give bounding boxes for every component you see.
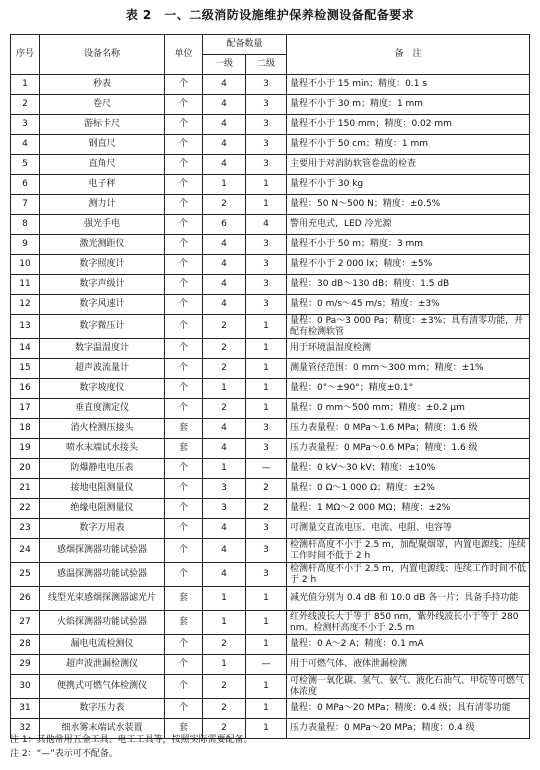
unit-cell: 个 [165, 195, 203, 215]
level2-qty: 3 [246, 235, 287, 255]
remark-cell: 红外线波长大于等于 850 nm，紫外线波长小于等于 280 nm。检测杆高度不小于 2.5 m [287, 611, 530, 635]
level1-qty: 4 [203, 135, 246, 155]
table-row [11, 235, 530, 255]
level2-qty: 3 [246, 295, 287, 315]
level1-qty: 4 [203, 155, 246, 175]
remark-cell: 检测杆高度不小于 2.5 m，内置电源线；连续工作时间不低于 2 h [287, 563, 530, 587]
table-row [11, 479, 530, 499]
header-unit: 单位 [165, 35, 203, 75]
table-row [11, 519, 530, 539]
equipment-name: 卷尺 [40, 95, 165, 115]
row-number: 19 [11, 439, 40, 459]
level1-qty: 1 [203, 459, 246, 479]
row-number: 1 [11, 75, 40, 95]
equipment-name: 绝缘电阻测量仪 [40, 499, 165, 519]
remark-cell: 主要用于对消防软管卷盘的检查 [287, 155, 530, 175]
table-row [11, 255, 530, 275]
unit-cell: 个 [165, 699, 203, 719]
table-row [11, 655, 530, 675]
row-number: 9 [11, 235, 40, 255]
level1-qty: 2 [203, 399, 246, 419]
equipment-name: 接地电阻测量仪 [40, 479, 165, 499]
level1-qty: 1 [203, 587, 246, 611]
table-body [11, 75, 530, 739]
level1-qty: 4 [203, 275, 246, 295]
equipment-name: 感温探测器功能试验器 [40, 563, 165, 587]
equipment-name: 数字风速计 [40, 295, 165, 315]
level2-qty: 1 [246, 315, 287, 339]
remark-cell: 警用充电式，LED 冷光源 [287, 215, 530, 235]
level2-qty: 1 [246, 611, 287, 635]
level1-qty: 2 [203, 359, 246, 379]
level2-qty: 3 [246, 95, 287, 115]
remark-cell: 量程：0 mm～500 mm；精度：±0.2 μm [287, 399, 530, 419]
remark-cell: 量程：0 m/s～45 m/s；精度：±3% [287, 295, 530, 315]
table-row [11, 499, 530, 519]
table-notes [10, 733, 529, 761]
level2-qty: 3 [246, 439, 287, 459]
unit-cell: 套 [165, 439, 203, 459]
equipment-name: 直角尺 [40, 155, 165, 175]
unit-cell: 个 [165, 399, 203, 419]
equipment-name: 超声波流量计 [40, 359, 165, 379]
level2-qty: — [246, 655, 287, 675]
equipment-name: 细水雾末端试水装置 [40, 719, 165, 739]
table-title: 表 2 一、二级消防设施维护保养检测设备配备要求 [125, 8, 415, 22]
row-number: 11 [11, 275, 40, 295]
unit-cell: 个 [165, 115, 203, 135]
equipment-name: 激光测距仪 [40, 235, 165, 255]
row-number: 5 [11, 155, 40, 175]
table-row [11, 315, 530, 339]
row-number: 8 [11, 215, 40, 235]
unit-cell: 个 [165, 315, 203, 339]
remark-cell: 量程不小于 15 min；精度：0.1 s [287, 75, 530, 95]
level2-qty: 3 [246, 135, 287, 155]
level1-qty: 6 [203, 215, 246, 235]
level2-qty: 3 [246, 115, 287, 135]
level1-qty: 4 [203, 75, 246, 95]
row-number: 7 [11, 195, 40, 215]
row-number: 2 [11, 95, 40, 115]
equipment-name: 游标卡尺 [40, 115, 165, 135]
equipment-name: 强光手电 [40, 215, 165, 235]
unit-cell: 个 [165, 499, 203, 519]
level2-qty: 1 [246, 699, 287, 719]
table-header [11, 35, 530, 75]
row-number: 13 [11, 315, 40, 339]
equipment-name: 数字坡度仪 [40, 379, 165, 399]
table-row [11, 459, 530, 479]
level2-qty: 1 [246, 195, 287, 215]
remark-cell: 压力表量程：0 MPa～0.6 MPa；精度：1.6 级 [287, 439, 530, 459]
note-2: 注 2：“—”表示可不配备。 [10, 749, 118, 759]
remark-cell: 量程：0°～±90°；精度±0.1° [287, 379, 530, 399]
row-number: 12 [11, 295, 40, 315]
remark-cell: 量程：0 Ω～1 000 Ω；精度：±2% [287, 479, 530, 499]
equipment-name: 喷水末端试水接头 [40, 439, 165, 459]
remark-cell: 量程不小于 50 m；精度：3 mm [287, 235, 530, 255]
unit-cell: 套 [165, 419, 203, 439]
row-number: 26 [11, 587, 40, 611]
note-1: 注 1：其他常用五金工具、电工工具等，按照实际需要配备。 [10, 735, 253, 745]
row-number: 6 [11, 175, 40, 195]
remark-cell: 量程：50 N～500 N；精度：±0.5% [287, 195, 530, 215]
unit-cell: 个 [165, 75, 203, 95]
row-number: 27 [11, 611, 40, 635]
remark-cell: 量程：30 dB～130 dB；精度：1.5 dB [287, 275, 530, 295]
level2-qty: — [246, 459, 287, 479]
unit-cell: 个 [165, 675, 203, 699]
remark-cell: 量程不小于 50 cm；精度：1 mm [287, 135, 530, 155]
unit-cell: 个 [165, 275, 203, 295]
level2-qty: 3 [246, 255, 287, 275]
table-row [11, 115, 530, 135]
table-row [11, 215, 530, 235]
unit-cell: 个 [165, 359, 203, 379]
level2-qty: 1 [246, 359, 287, 379]
level1-qty: 4 [203, 419, 246, 439]
level1-qty: 1 [203, 655, 246, 675]
level1-qty: 3 [203, 479, 246, 499]
remark-cell: 量程：0 kV～30 kV；精度：±10% [287, 459, 530, 479]
table-row [11, 563, 530, 587]
unit-cell: 套 [165, 611, 203, 635]
row-number: 30 [11, 675, 40, 699]
table-row [11, 611, 530, 635]
remark-cell: 量程：1 MΩ～2 000 MΩ；精度：±2% [287, 499, 530, 519]
equipment-name: 火焰探测器功能试验器 [40, 611, 165, 635]
unit-cell: 个 [165, 255, 203, 275]
level2-qty: 1 [246, 399, 287, 419]
level2-qty: 2 [246, 479, 287, 499]
equipment-name: 数字照度计 [40, 255, 165, 275]
level1-qty: 2 [203, 195, 246, 215]
remark-cell: 量程不小于 2 000 lx；精度：±5% [287, 255, 530, 275]
unit-cell: 个 [165, 295, 203, 315]
equipment-name: 线型光束感烟探测器滤光片 [40, 587, 165, 611]
level1-qty: 4 [203, 255, 246, 275]
table-row [11, 419, 530, 439]
level2-qty: 1 [246, 175, 287, 195]
unit-cell: 套 [165, 587, 203, 611]
table-row [11, 399, 530, 419]
row-number: 16 [11, 379, 40, 399]
unit-cell: 个 [165, 135, 203, 155]
remark-cell: 量程：0 A～2 A；精度：0.1 mA [287, 635, 530, 655]
equipment-name: 钢直尺 [40, 135, 165, 155]
level2-qty: 1 [246, 379, 287, 399]
row-number: 25 [11, 563, 40, 587]
row-number: 17 [11, 399, 40, 419]
level1-qty: 2 [203, 699, 246, 719]
level1-qty: 1 [203, 611, 246, 635]
header-remark: 备 注 [287, 35, 530, 75]
level1-qty: 3 [203, 499, 246, 519]
level2-qty: 3 [246, 419, 287, 439]
level1-qty: 4 [203, 235, 246, 255]
level2-qty: 1 [246, 587, 287, 611]
level2-qty: 1 [246, 635, 287, 655]
row-number: 20 [11, 459, 40, 479]
remark-cell: 检测杆高度不小于 2.5 m，加配聚烟罩，内置电源线；连续工作时间不低于 2 h [287, 539, 530, 563]
level1-qty: 2 [203, 315, 246, 339]
level2-qty: 3 [246, 275, 287, 295]
level2-qty: 4 [246, 215, 287, 235]
table-row [11, 155, 530, 175]
remark-cell: 量程：0 MPa～20 MPa；精度：0.4 级；具有清零功能 [287, 699, 530, 719]
row-number: 21 [11, 479, 40, 499]
header-level2: 二级 [246, 55, 287, 75]
equipment-name: 便携式可燃气体检测仪 [40, 675, 165, 699]
row-number: 22 [11, 499, 40, 519]
remark-cell: 测量管径范围：0 mm～300 mm；精度：±1% [287, 359, 530, 379]
level1-qty: 1 [203, 175, 246, 195]
equipment-name: 感烟探测器功能试验器 [40, 539, 165, 563]
row-number: 23 [11, 519, 40, 539]
remark-cell: 压力表量程：0 MPa～20 MPa；精度：0.4 级 [287, 719, 530, 739]
level2-qty: 3 [246, 563, 287, 587]
table-row [11, 195, 530, 215]
equipment-name: 垂直度测定仪 [40, 399, 165, 419]
row-number: 14 [11, 339, 40, 359]
equipment-name: 漏电电流检测仪 [40, 635, 165, 655]
table-row [11, 699, 530, 719]
header-seq: 序号 [11, 35, 40, 75]
equipment-name: 测力计 [40, 195, 165, 215]
unit-cell: 个 [165, 539, 203, 563]
header-name: 设备名称 [40, 35, 165, 75]
equipment-name: 防爆静电电压表 [40, 459, 165, 479]
remark-cell: 可检测一氧化碳、氢气、氨气、液化石油气、甲烷等可燃气体浓度 [287, 675, 530, 699]
equipment-name: 秒表 [40, 75, 165, 95]
unit-cell: 个 [165, 95, 203, 115]
level1-qty: 4 [203, 539, 246, 563]
remark-cell: 压力表量程：0 MPa～1.6 MPa；精度：1.6 级 [287, 419, 530, 439]
row-number: 31 [11, 699, 40, 719]
header-level1: 一级 [203, 55, 246, 75]
equipment-name: 超声波泄漏检测仪 [40, 655, 165, 675]
table-row [11, 379, 530, 399]
level2-qty: 1 [246, 339, 287, 359]
level2-qty: 3 [246, 155, 287, 175]
remark-cell: 量程不小于 30 kg [287, 175, 530, 195]
table-row [11, 275, 530, 295]
row-number: 29 [11, 655, 40, 675]
unit-cell: 个 [165, 635, 203, 655]
unit-cell: 个 [165, 655, 203, 675]
unit-cell: 个 [165, 459, 203, 479]
unit-cell: 个 [165, 519, 203, 539]
row-number: 28 [11, 635, 40, 655]
header-qty: 配备数量 [203, 35, 287, 55]
equipment-name: 电子秤 [40, 175, 165, 195]
equipment-name: 数字声级计 [40, 275, 165, 295]
equipment-name: 消火栓测压接头 [40, 419, 165, 439]
level2-qty: 3 [246, 75, 287, 95]
level1-qty: 4 [203, 295, 246, 315]
unit-cell: 个 [165, 479, 203, 499]
table-row [11, 135, 530, 155]
level2-qty: 1 [246, 675, 287, 699]
row-number: 18 [11, 419, 40, 439]
level1-qty: 2 [203, 675, 246, 699]
table-row [11, 95, 530, 115]
level2-qty: 1 [246, 719, 287, 739]
table-row [11, 339, 530, 359]
remark-cell: 用于可燃气体、液体泄漏检测 [287, 655, 530, 675]
remark-cell: 减光值分别为 0.4 dB 和 10.0 dB 各一片；具备手持功能 [287, 587, 530, 611]
unit-cell: 个 [165, 339, 203, 359]
level1-qty: 2 [203, 635, 246, 655]
remark-cell: 可测量交直流电压、电流、电阻、电容等 [287, 519, 530, 539]
unit-cell: 个 [165, 379, 203, 399]
level1-qty: 4 [203, 519, 246, 539]
unit-cell: 个 [165, 215, 203, 235]
equipment-name: 数字温湿度计 [40, 339, 165, 359]
equipment-name: 数字微压计 [40, 315, 165, 339]
row-number: 3 [11, 115, 40, 135]
equipment-table [10, 34, 530, 739]
table-row [11, 359, 530, 379]
table-row [11, 675, 530, 699]
table-row [11, 439, 530, 459]
unit-cell: 个 [165, 235, 203, 255]
table-row [11, 295, 530, 315]
level1-qty: 2 [203, 339, 246, 359]
remark-cell: 量程：0 Pa～3 000 Pa；精度：±3%；具有清零功能，并配有检测软管 [287, 315, 530, 339]
remark-cell: 量程不小于 150 mm；精度：0.02 mm [287, 115, 530, 135]
level2-qty: 3 [246, 519, 287, 539]
row-number: 32 [11, 719, 40, 739]
level1-qty: 4 [203, 95, 246, 115]
unit-cell: 套 [165, 719, 203, 739]
unit-cell: 个 [165, 175, 203, 195]
level1-qty: 2 [203, 719, 246, 739]
table-row [11, 539, 530, 563]
level1-qty: 1 [203, 379, 246, 399]
row-number: 10 [11, 255, 40, 275]
level2-qty: 2 [246, 499, 287, 519]
table-row [11, 75, 530, 95]
table-row [11, 175, 530, 195]
level1-qty: 4 [203, 563, 246, 587]
row-number: 24 [11, 539, 40, 563]
level1-qty: 4 [203, 439, 246, 459]
table-row [11, 587, 530, 611]
table-row [11, 635, 530, 655]
remark-cell: 量程不小于 30 m；精度：1 mm [287, 95, 530, 115]
row-number: 15 [11, 359, 40, 379]
level2-qty: 3 [246, 539, 287, 563]
unit-cell: 个 [165, 563, 203, 587]
remark-cell: 用于环境温湿度检测 [287, 339, 530, 359]
level1-qty: 4 [203, 115, 246, 135]
equipment-name: 数字压力表 [40, 699, 165, 719]
unit-cell: 个 [165, 155, 203, 175]
equipment-name: 数字万用表 [40, 519, 165, 539]
row-number: 4 [11, 135, 40, 155]
